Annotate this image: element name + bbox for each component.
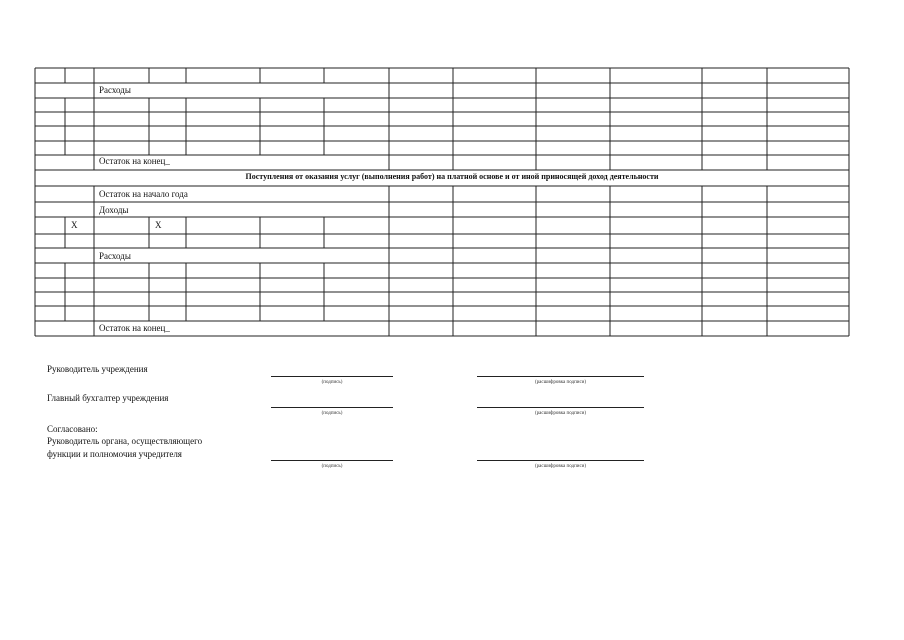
row-label-expenses: Расходы	[99, 85, 131, 95]
head-signature-line	[271, 376, 393, 377]
head-of-institution-label: Руководитель учреждения	[47, 364, 148, 374]
accountant-signature-caption: (подпись)	[321, 411, 343, 416]
x-mark-cell: X	[155, 220, 162, 230]
founder-signature-caption: (подпись)	[321, 464, 343, 469]
balance-end-text: Остаток на конец	[99, 323, 166, 333]
head-decode-caption: (расшифровка подписи)	[534, 380, 587, 385]
founder-authority-label: Руководитель органа, осуществляющего	[47, 436, 203, 446]
balance-end-text: Остаток на конец	[99, 156, 166, 166]
balance-end-underscore: _	[165, 323, 170, 333]
approved-label: Согласовано:	[47, 424, 98, 434]
founder-decode-caption: (расшифровка подписи)	[534, 464, 587, 469]
founder-decode-line	[477, 460, 644, 461]
accountant-decode-caption: (расшифровка подписи)	[534, 411, 587, 416]
row-label-balance-start: Остаток на начало года	[99, 189, 188, 199]
accountant-signature-line	[271, 407, 393, 408]
section-title-paid-services: Поступления от оказания услуг (выполнения работ) на платной основе и от иной приносящей доход деятельности	[245, 172, 659, 181]
founder-functions-label: функции и полномочия учредителя	[47, 449, 182, 459]
head-decode-line	[477, 376, 644, 377]
row-label-balance-end	[99, 156, 170, 167]
chief-accountant-label: Главный бухгалтер учреждения	[47, 393, 169, 403]
accountant-decode-line	[477, 407, 644, 408]
head-signature-caption: (подпись)	[321, 380, 343, 385]
x-mark-cell: X	[71, 220, 78, 230]
founder-signature-line	[271, 460, 393, 461]
row-label-income: Доходы	[99, 205, 129, 215]
row-label-balance-end	[99, 323, 170, 334]
row-label-expenses: Расходы	[99, 251, 131, 261]
balance-end-underscore: _	[165, 156, 170, 166]
